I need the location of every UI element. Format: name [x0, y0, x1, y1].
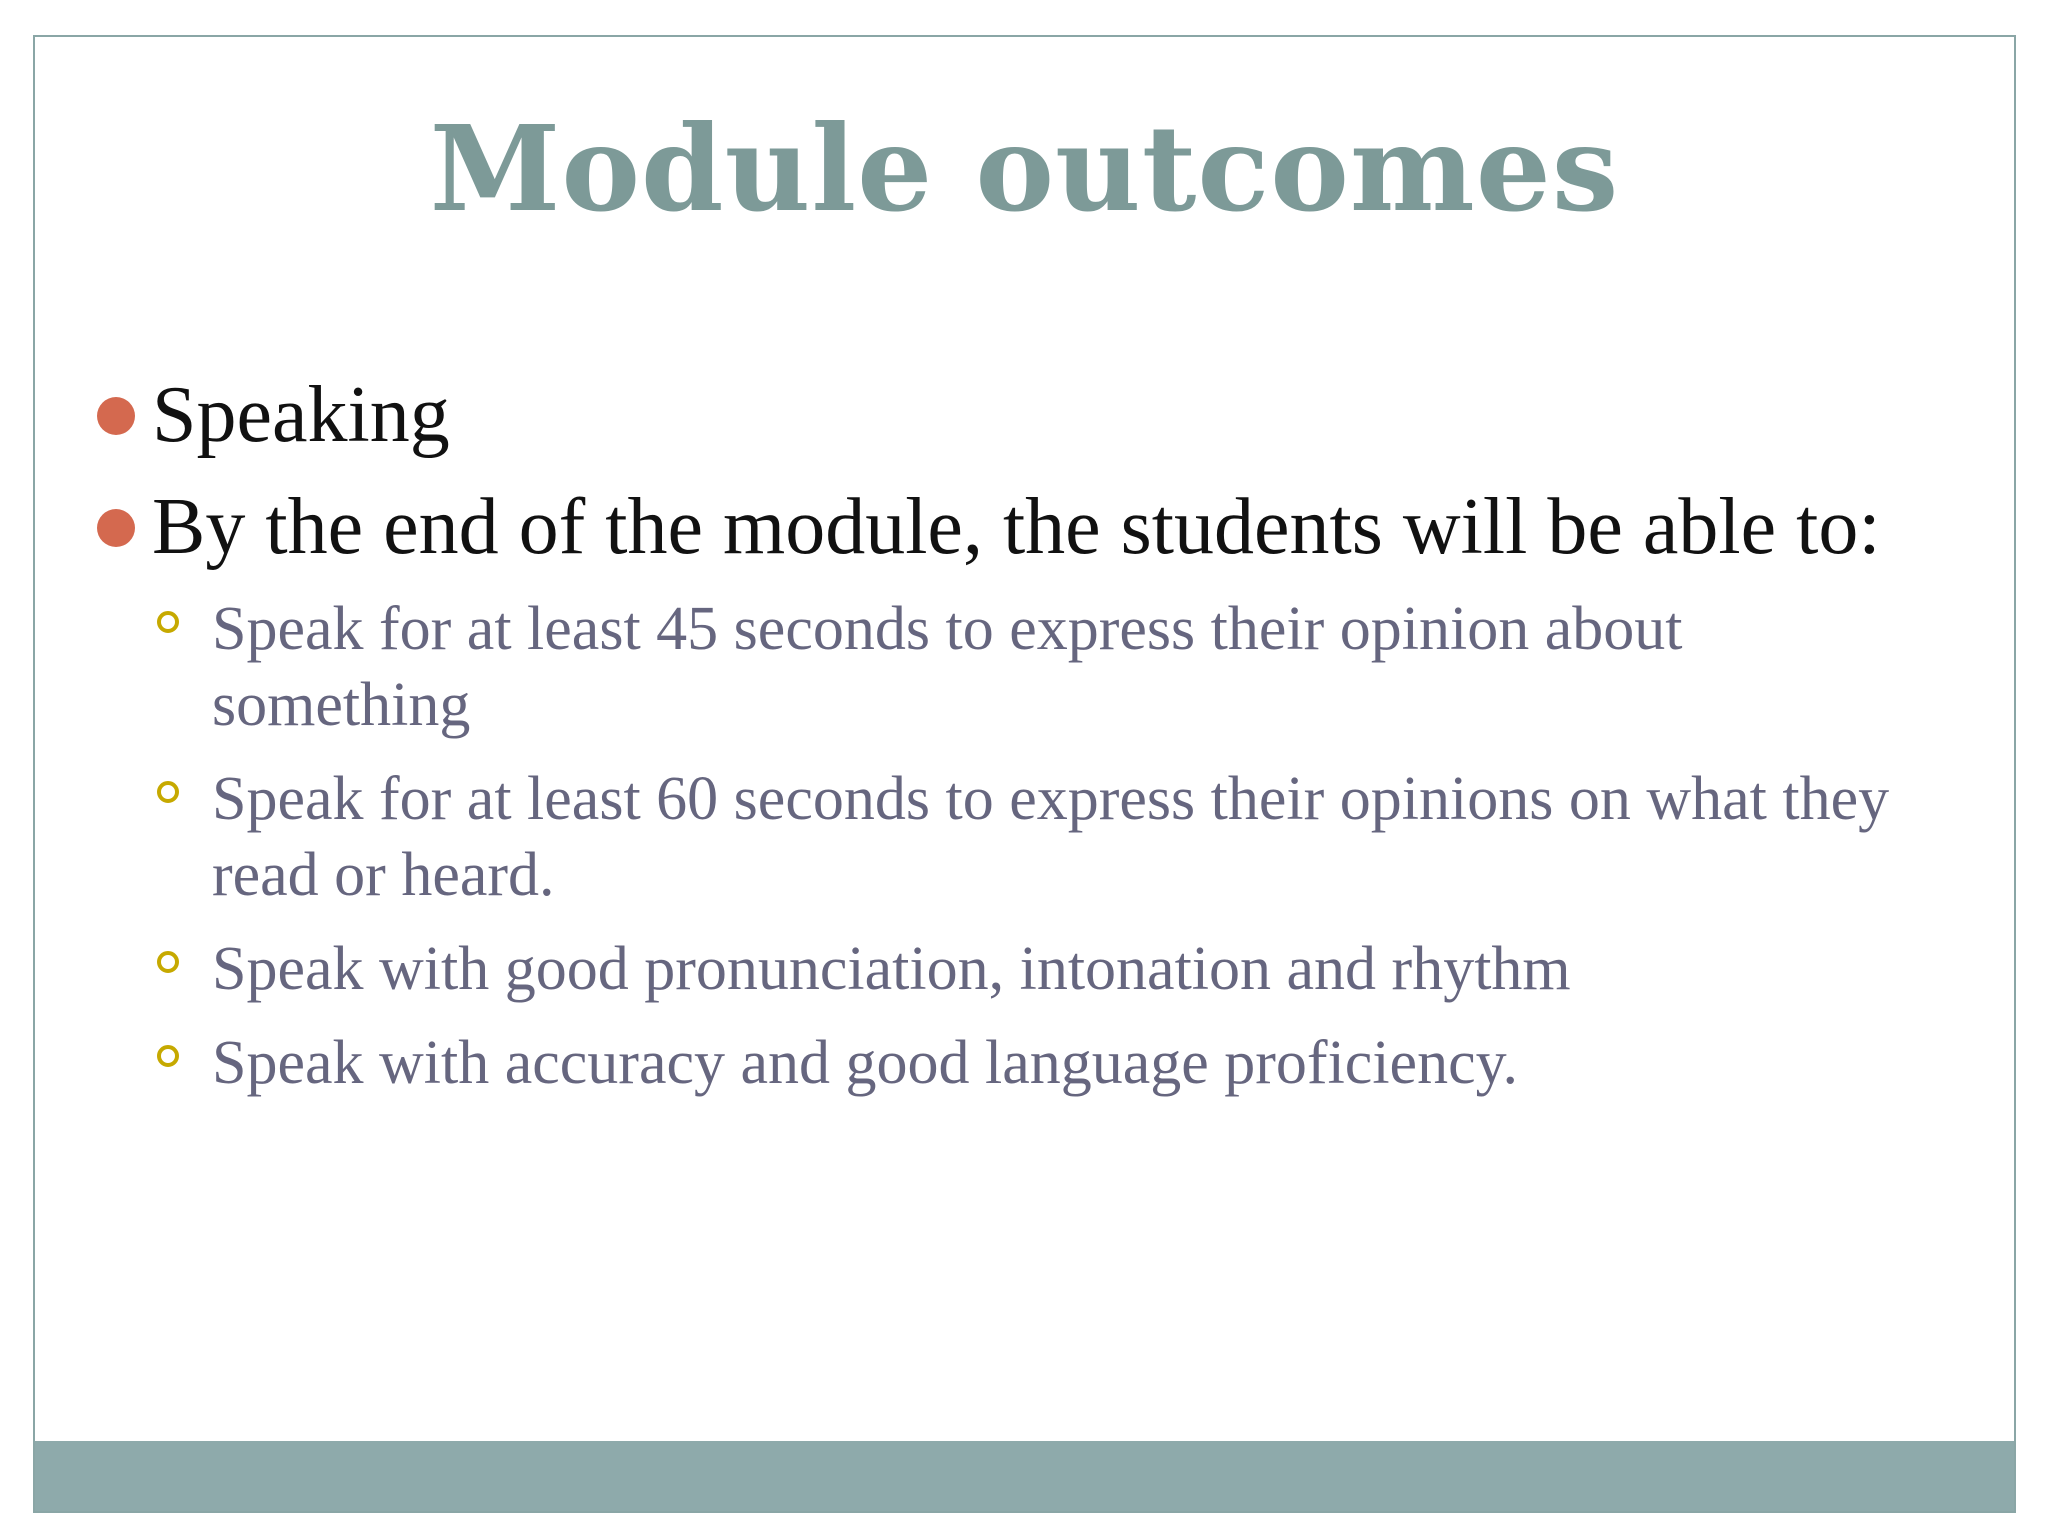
sub-bullet-list [35, 591, 2014, 1101]
sub-bullet-text: Speak for at least 60 seconds to express their opinions on what they read or heard. [212, 765, 1890, 909]
slide-title: Module outcomes [429, 99, 1620, 238]
bullet-text: By the end of the module, the students will be able to: [152, 483, 1881, 571]
sub-bullet-item [35, 1025, 2014, 1101]
sub-bullet-text: Speak with accuracy and good language proficiency. [212, 1029, 1519, 1097]
bullet-text: Speaking [152, 371, 450, 459]
sub-bullet-item [35, 591, 2014, 743]
bullet-item-speaking [35, 367, 2014, 463]
slide-content [35, 367, 2014, 1119]
bullet-item-intro [35, 479, 2014, 575]
slide [33, 35, 2016, 1513]
sub-bullet-text: Speak with good pronunciation, intonation and rhythm [212, 935, 1571, 1003]
sub-bullet-text: Speak for at least 45 seconds to express their opinion about something [212, 595, 1683, 739]
ring-bullet-icon [157, 1045, 179, 1067]
ring-bullet-icon [157, 611, 179, 633]
bullet-dot-icon [97, 397, 135, 435]
sub-bullet-item [35, 761, 2014, 913]
ring-bullet-icon [157, 781, 179, 803]
footer-band [35, 1441, 2014, 1511]
bullet-dot-icon [97, 509, 135, 547]
sub-bullet-item [35, 931, 2014, 1007]
ring-bullet-icon [157, 951, 179, 973]
